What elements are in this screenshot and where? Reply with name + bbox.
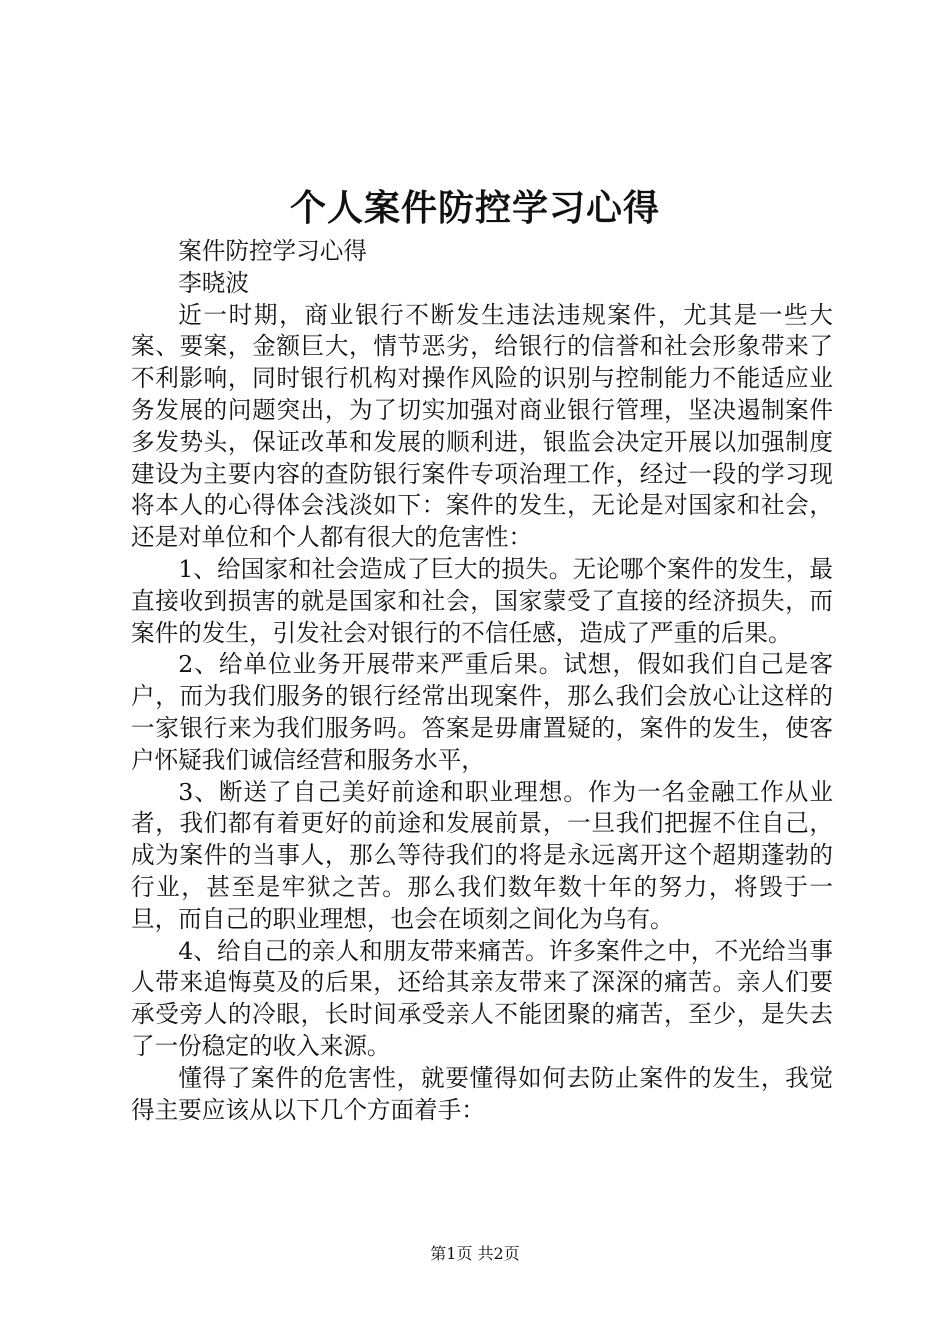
page-footer: 第1页 共2页 — [430, 1244, 520, 1263]
paragraph-point-3: 3、断送了自己美好前途和职业理想。作为一名金融工作从业者，我们都有着更好的前途和发展前景，一旦我们把握不住自己，成为案件的当事人，那么等待我们的将是永远离开这个超期蓬勃的行业，甚至是牢狱之苦。那么我们数年数十年的努力，将毁于一旦，而自己的职业理想，也会在顷刻之间化为乌有。 — [131, 777, 833, 933]
document-title: 个人案件防控学习心得 — [289, 187, 660, 229]
paragraph-conclusion: 懂得了案件的危害性，就要懂得如何去防止案件的发生，我觉得主要应该从以下几个方面着手： — [131, 1063, 833, 1124]
paragraph-point-2: 2、给单位业务开展带来严重后果。试想，假如我们自己是客户，而为我们服务的银行经常出现案件，那么我们会放心让这样的一家银行来为我们服务吗。答案是毋庸置疑的，案件的发生，使客户怀疑我们诚信经营和服务水平， — [131, 650, 833, 774]
paragraph-point-4: 4、给自己的亲人和朋友带来痛苦。许多案件之中，不光给当事人带来追悔莫及的后果，还给其亲友带来了深深的痛苦。亲人们要承受旁人的冷眼，长时间承受亲人不能团聚的痛苦，至少，是失去了一份稳定的收入来源。 — [131, 936, 833, 1060]
paragraph-point-1: 1、给国家和社会造成了巨大的损失。无论哪个案件的发生，最直接收到损害的就是国家和社会，国家蒙受了直接的经济损失，而案件的发生，引发社会对银行的不信任感，造成了严重的后果。 — [131, 554, 833, 647]
paragraph-intro: 近一时期，商业银行不断发生违法违规案件，尤其是一些大案、要案，金额巨大，情节恶劣，给银行的信誉和社会形象带来了不利影响，同时银行机构对操作风险的识别与控制能力不能适应业务发展的问题突出，为了切实加强对商业银行管理，坚决遏制案件多发势头，保证改革和发展的顺利进，银监会决定开展以加强制度建设为主要内容的查防银行案件专项治理工作，经过一段的学习现将本人的心得体会浅淡如下：案件的发生，无论是对国家和社会，还是对单位和个人都有很大的危害性： — [131, 300, 833, 552]
document-body — [131, 236, 833, 1126]
document-subtitle: 案件防控学习心得 — [178, 237, 367, 265]
document-author: 李晓波 — [178, 268, 249, 297]
